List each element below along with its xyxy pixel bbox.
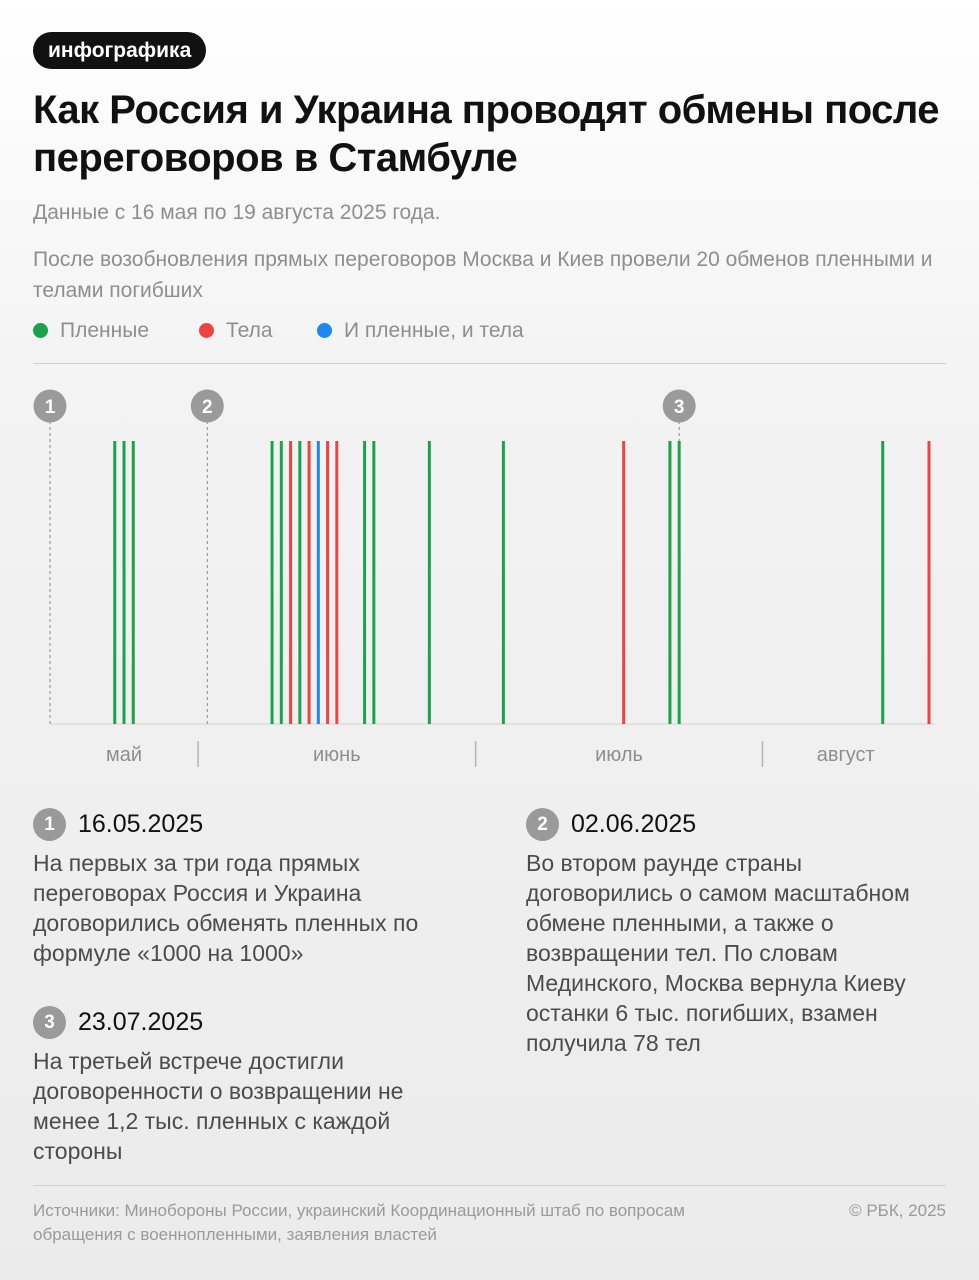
source-note: Источники: Минобороны России, украинский Координационный штаб по вопросам обращения с военнопленными, заявления властей [33, 1201, 685, 1244]
note-text: На первых за три года прямых переговорах Россия и Украина договорились обменять пленных по формуле «1000 на 1000» [33, 850, 419, 966]
month-label: июнь [313, 744, 361, 766]
legend-label: И пленные, и тела [344, 319, 524, 342]
legend-item-prisoners [33, 316, 149, 346]
month-label: май [105, 744, 143, 766]
month-label: август [816, 744, 875, 766]
divider [33, 363, 946, 364]
legend-item-both [317, 316, 524, 346]
note-text: Во втором раунде страны договорились о самом масштабном обмене пленными, а также о возвращении тел. По словам Мединского, Москва вернула Киеву останки 6 тыс. погибших, взамен получила 78 тел [526, 850, 910, 1056]
note-number-badge: 1 [33, 808, 66, 841]
data-period: Данные с 16 мая по 19 августа 2025 года. [33, 201, 441, 224]
note-text: На третьей встрече достигли договоренности о возвращении не менее 1,2 тыс. пленных с каждой стороны [33, 1048, 404, 1164]
bodies-dot-icon [199, 323, 214, 338]
marker-number: 1 [44, 397, 56, 418]
month-label: июль [595, 744, 643, 766]
note-number-badge: 3 [33, 1006, 66, 1039]
infographic-badge: инфографика [33, 32, 206, 69]
both-dot-icon [317, 323, 332, 338]
note-date: 02.06.2025 [571, 810, 697, 838]
marker-number: 3 [673, 397, 685, 418]
note-number-badge: 2 [526, 808, 559, 841]
legend-label: Пленные [60, 319, 149, 342]
legend-item-bodies [199, 316, 273, 346]
marker-number: 2 [202, 397, 213, 418]
divider [33, 1185, 946, 1186]
exchange-timeline-chart [0, 375, 979, 780]
prisoners-dot-icon [33, 323, 48, 338]
legend-label: Тела [226, 319, 273, 342]
page-title: Как Россия и Украина проводят обмены после переговоров в Стамбуле [33, 88, 940, 180]
subtitle: После возобновления прямых переговоров Москва и Киев провели 20 обменов пленными и телами погибших [33, 248, 933, 302]
copyright: © РБК, 2025 [849, 1201, 946, 1220]
note-date: 16.05.2025 [78, 810, 204, 838]
note-date: 23.07.2025 [78, 1008, 204, 1036]
